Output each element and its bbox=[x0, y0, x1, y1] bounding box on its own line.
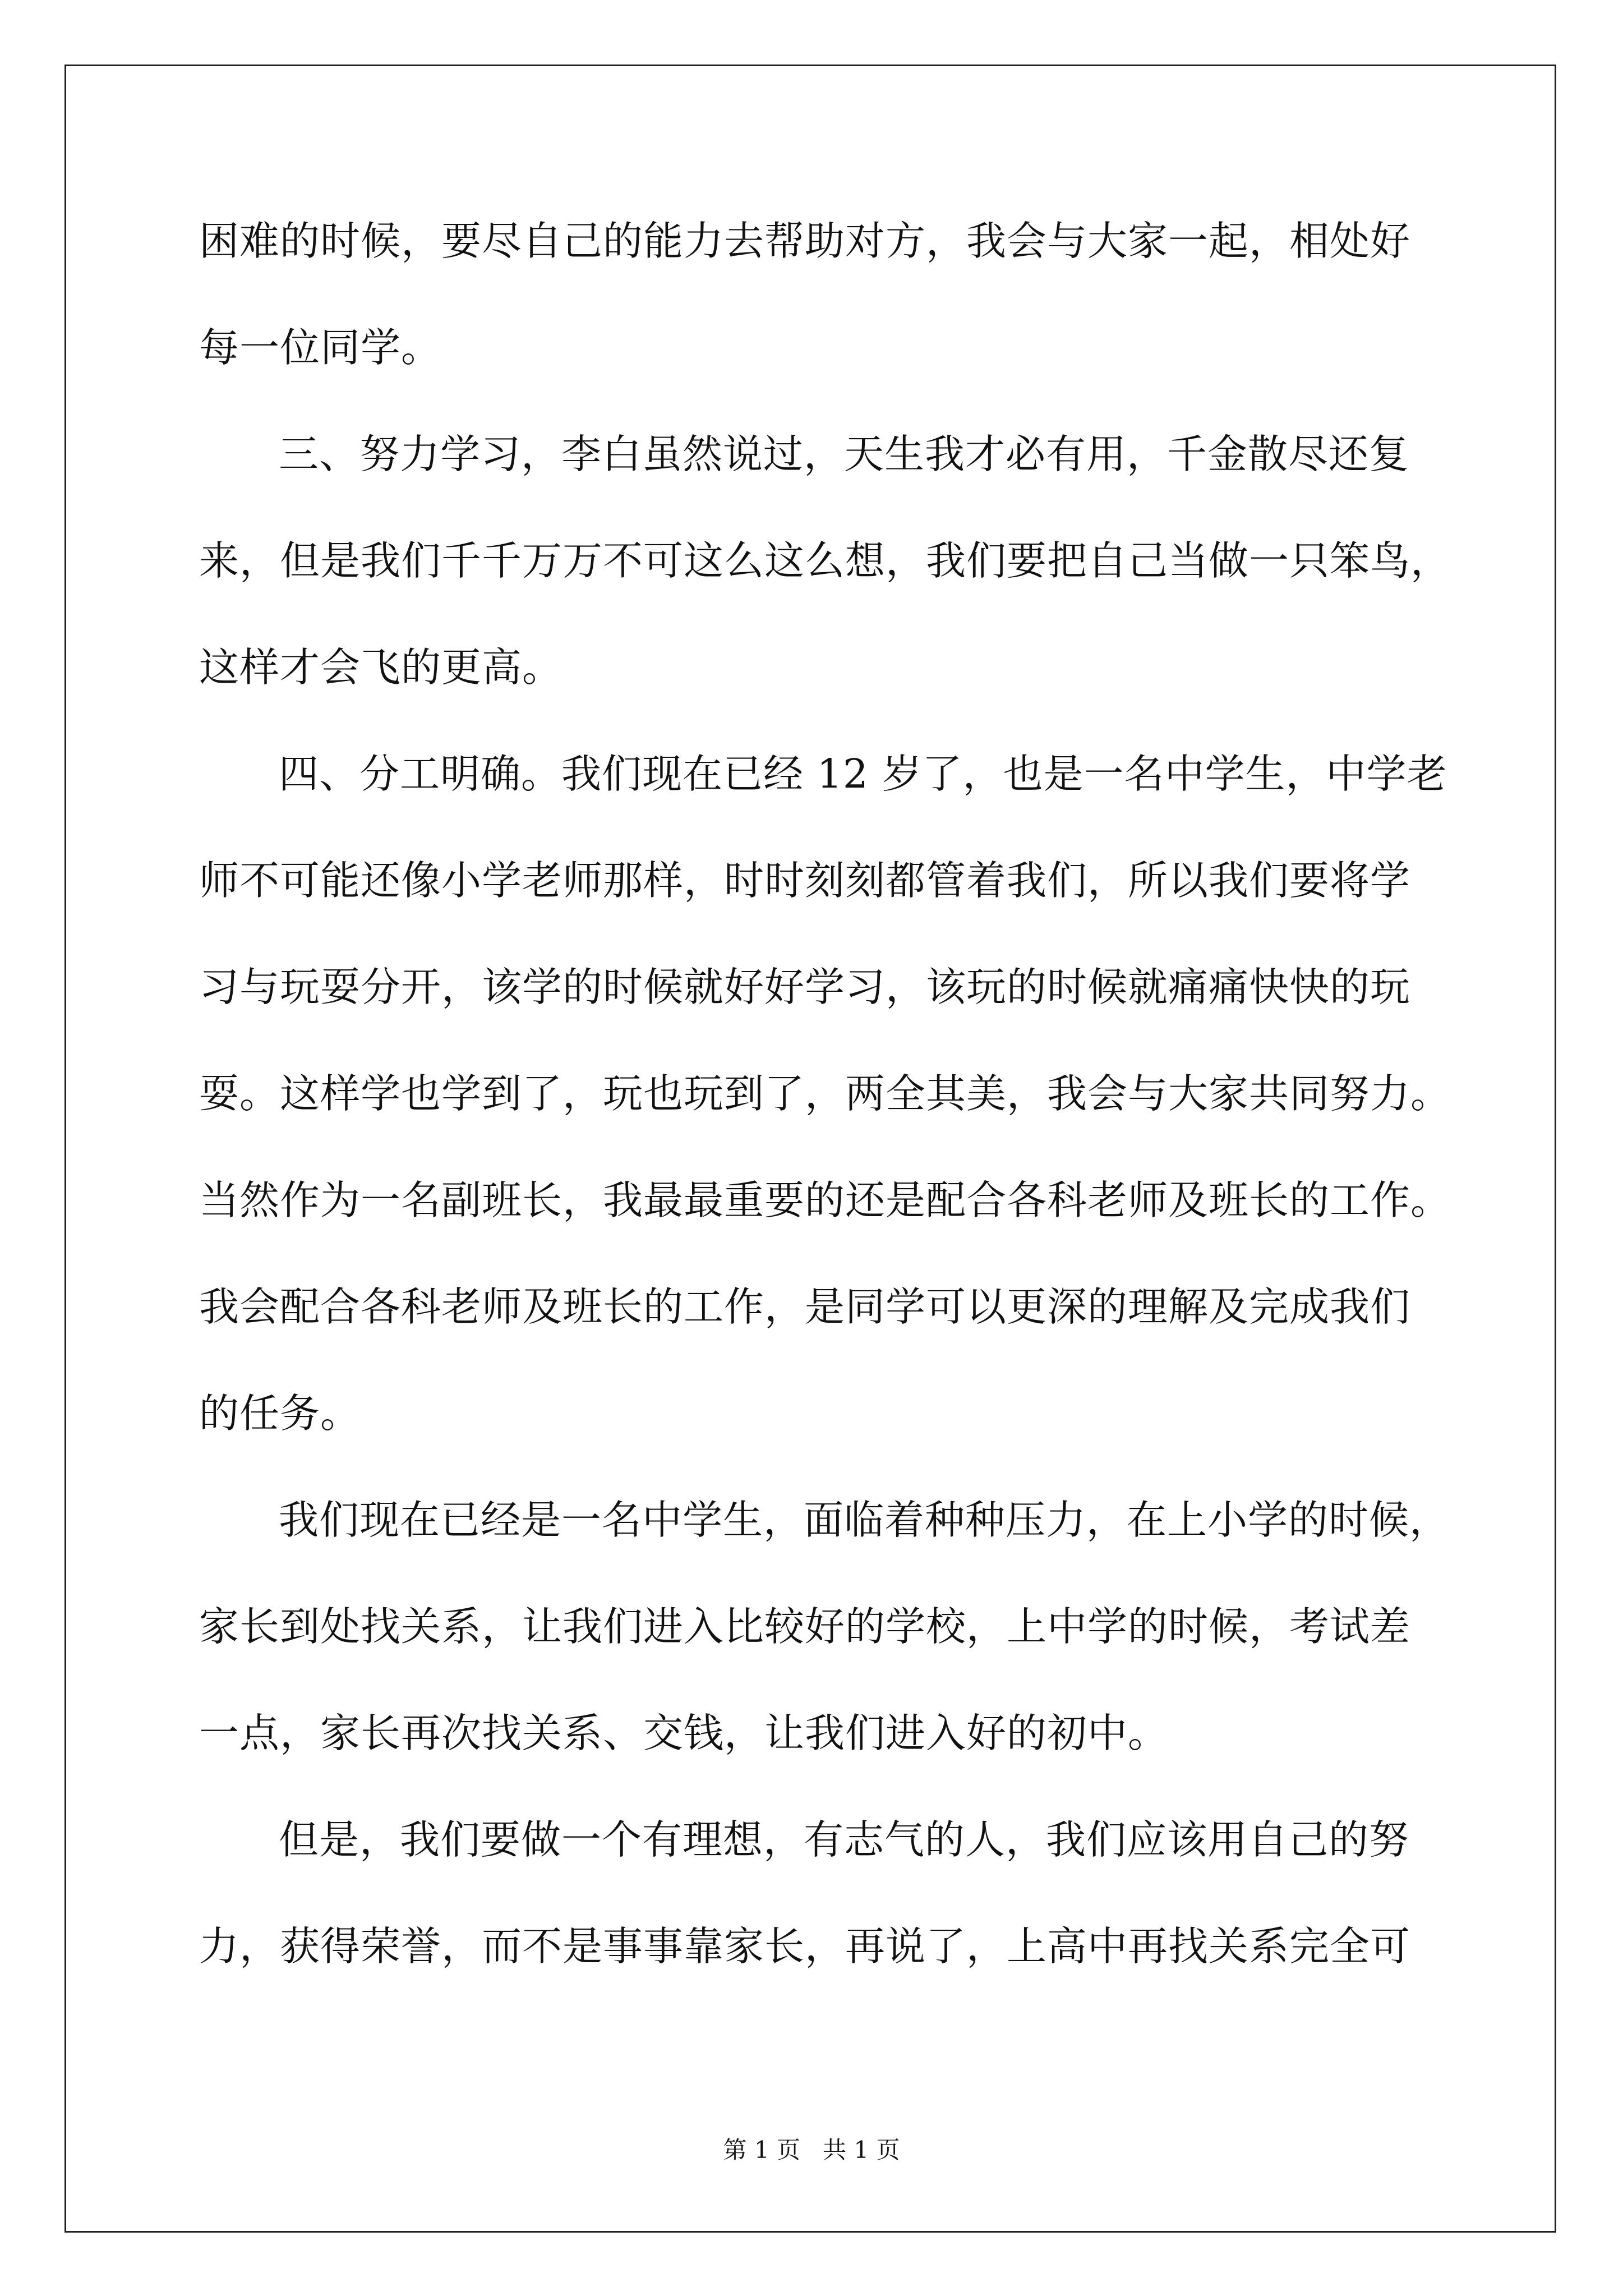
text-line-10: 当然作为一名副班长，我最最重要的还是配合各科老师及班长的工作。 bbox=[199, 1177, 1451, 1223]
text-line-15: 一点，家长再次找关系、交钱，让我们进入好的初中。 bbox=[199, 1710, 1169, 1756]
text-line-9: 耍。这样学也学到了，玩也玩到了，两全其美，我会与大家共同努力。 bbox=[199, 1070, 1451, 1117]
text-line-2: 每一位同学。 bbox=[199, 324, 442, 371]
text-line-14: 家长到处找关系，让我们进入比较好的学校，上中学的时候，考试差 bbox=[199, 1603, 1411, 1650]
page-footer: 第 1 页 共 1 页 bbox=[723, 2136, 900, 2164]
text-line-7: 师不可能还像小学老师那样，时时刻刻都管着我们，所以我们要将学 bbox=[199, 857, 1411, 904]
page-border bbox=[64, 65, 1556, 2233]
text-line-4: 来，但是我们千千万万不可这么这么想，我们要把自己当做一只笨鸟， bbox=[199, 537, 1451, 584]
text-line-11: 我会配合各科老师及班长的工作，是同学可以更深的理解及完成我们 bbox=[199, 1283, 1411, 1330]
text-line-5: 这样才会飞的更高。 bbox=[199, 644, 563, 691]
text-line-6: 四、分工明确。我们现在已经 12 岁了，也是一名中学生，中学老 bbox=[279, 751, 1447, 797]
text-line-3: 三、努力学习，李白虽然说过，天生我才必有用，千金散尽还复 bbox=[279, 431, 1410, 477]
text-line-12: 的任务。 bbox=[199, 1390, 361, 1437]
text-line-16: 但是，我们要做一个有理想，有志气的人，我们应该用自己的努 bbox=[279, 1816, 1410, 1863]
text-line-13: 我们现在已经是一名中学生，面临着种种压力，在上小学的时候， bbox=[279, 1497, 1450, 1543]
text-line-17: 力，获得荣誉，而不是事事靠家长，再说了，上高中再找关系完全可 bbox=[199, 1923, 1411, 1970]
text-line-8: 习与玩耍分开，该学的时候就好好学习，该玩的时候就痛痛快快的玩 bbox=[199, 964, 1411, 1010]
text-line-1: 困难的时候，要尽自己的能力去帮助对方，我会与大家一起，相处好 bbox=[199, 218, 1411, 264]
